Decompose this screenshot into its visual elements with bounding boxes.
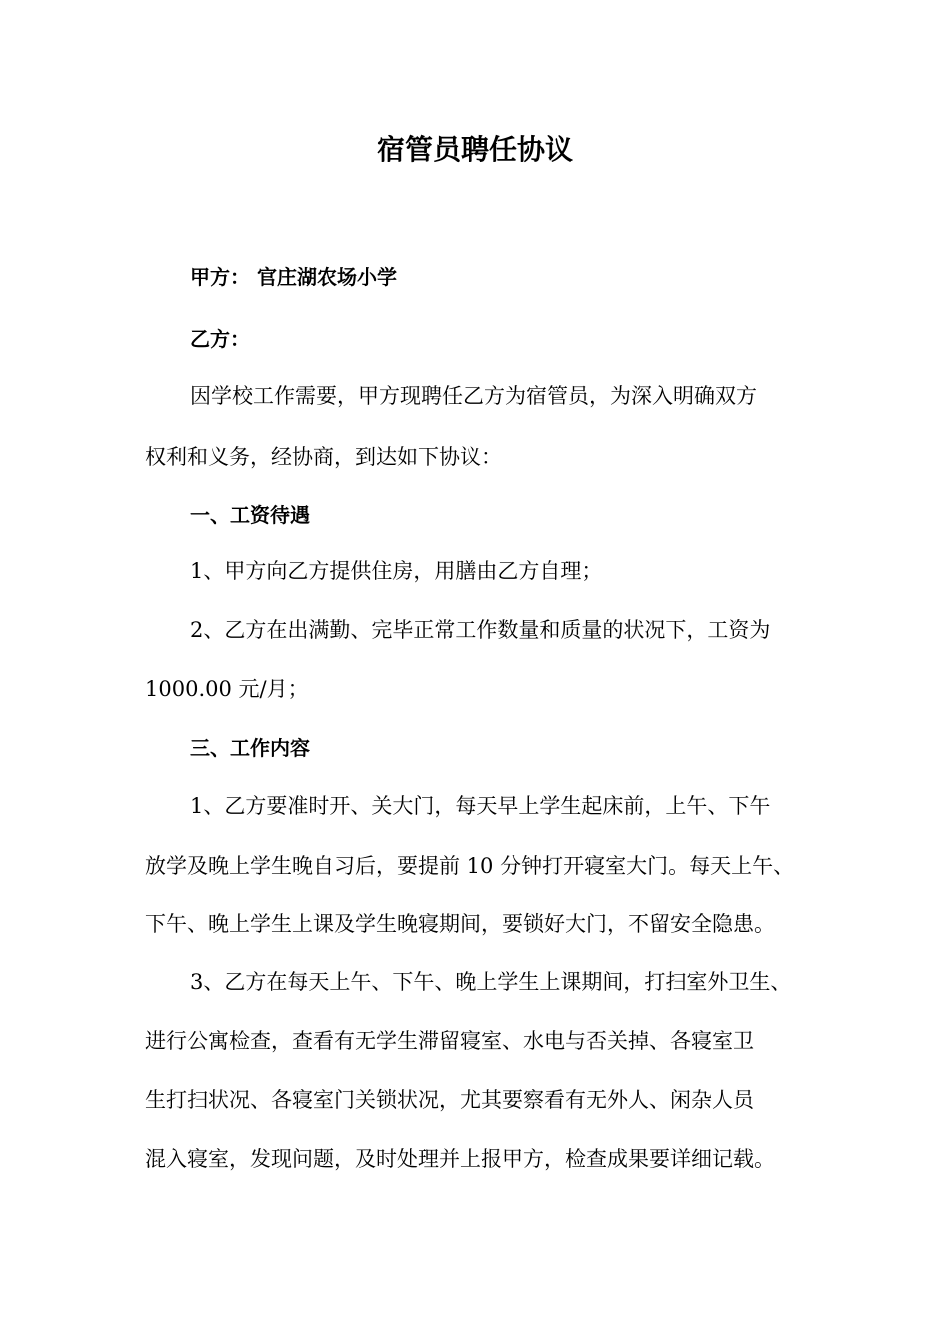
work-item-3-line-3: 生打扫状况、各寝室门关锁状况，尤其要察看有无外人、闲杂人员 — [145, 1088, 754, 1112]
salary-item-1: 1、甲方向乙方提供住房，用膳由乙方自理； — [190, 559, 603, 583]
section-heading-work: 三、工作内容 — [190, 736, 310, 760]
intro-line-2: 权利和义务，经协商，到达如下协议： — [145, 445, 502, 469]
document-title: 宿管员聘任协议 — [376, 133, 573, 166]
work-item-1-line-2: 放学及晚上学生晚自习后，要提前 10 分钟打开寝室大门。每天上午、 — [145, 854, 795, 878]
party-b-line: 乙方： — [190, 327, 250, 351]
intro-line-1: 因学校工作需要，甲方现聘任乙方为宿管员，为深入明确双方 — [190, 384, 757, 408]
work-item-3-line-2: 进行公寓检查，查看有无学生滞留寝室、水电与否关掉、各寝室卫 — [145, 1029, 754, 1053]
salary-item-2-line-2: 1000.00 元/月； — [145, 677, 309, 701]
salary-item-2-line-1: 2、乙方在出满勤、完毕正常工作数量和质量的状况下，工资为 — [190, 618, 771, 642]
party-a-line: 甲方： 官庄湖农场小学 — [190, 265, 397, 289]
work-item-3-line-1: 3、乙方在每天上午、下午、晚上学生上课期间，打扫室外卫生、 — [190, 970, 792, 994]
work-item-3-line-4: 混入寝室，发现问题，及时处理并上报甲方，检查成果要详细记载。 — [145, 1147, 775, 1171]
work-item-1-line-1: 1、乙方要准时开、关大门，每天早上学生起床前，上午、下午 — [190, 794, 771, 818]
work-item-1-line-3: 下午、晚上学生上课及学生晚寝期间，要锁好大门，不留安全隐患。 — [145, 912, 775, 936]
section-heading-salary: 一、工资待遇 — [190, 503, 310, 527]
